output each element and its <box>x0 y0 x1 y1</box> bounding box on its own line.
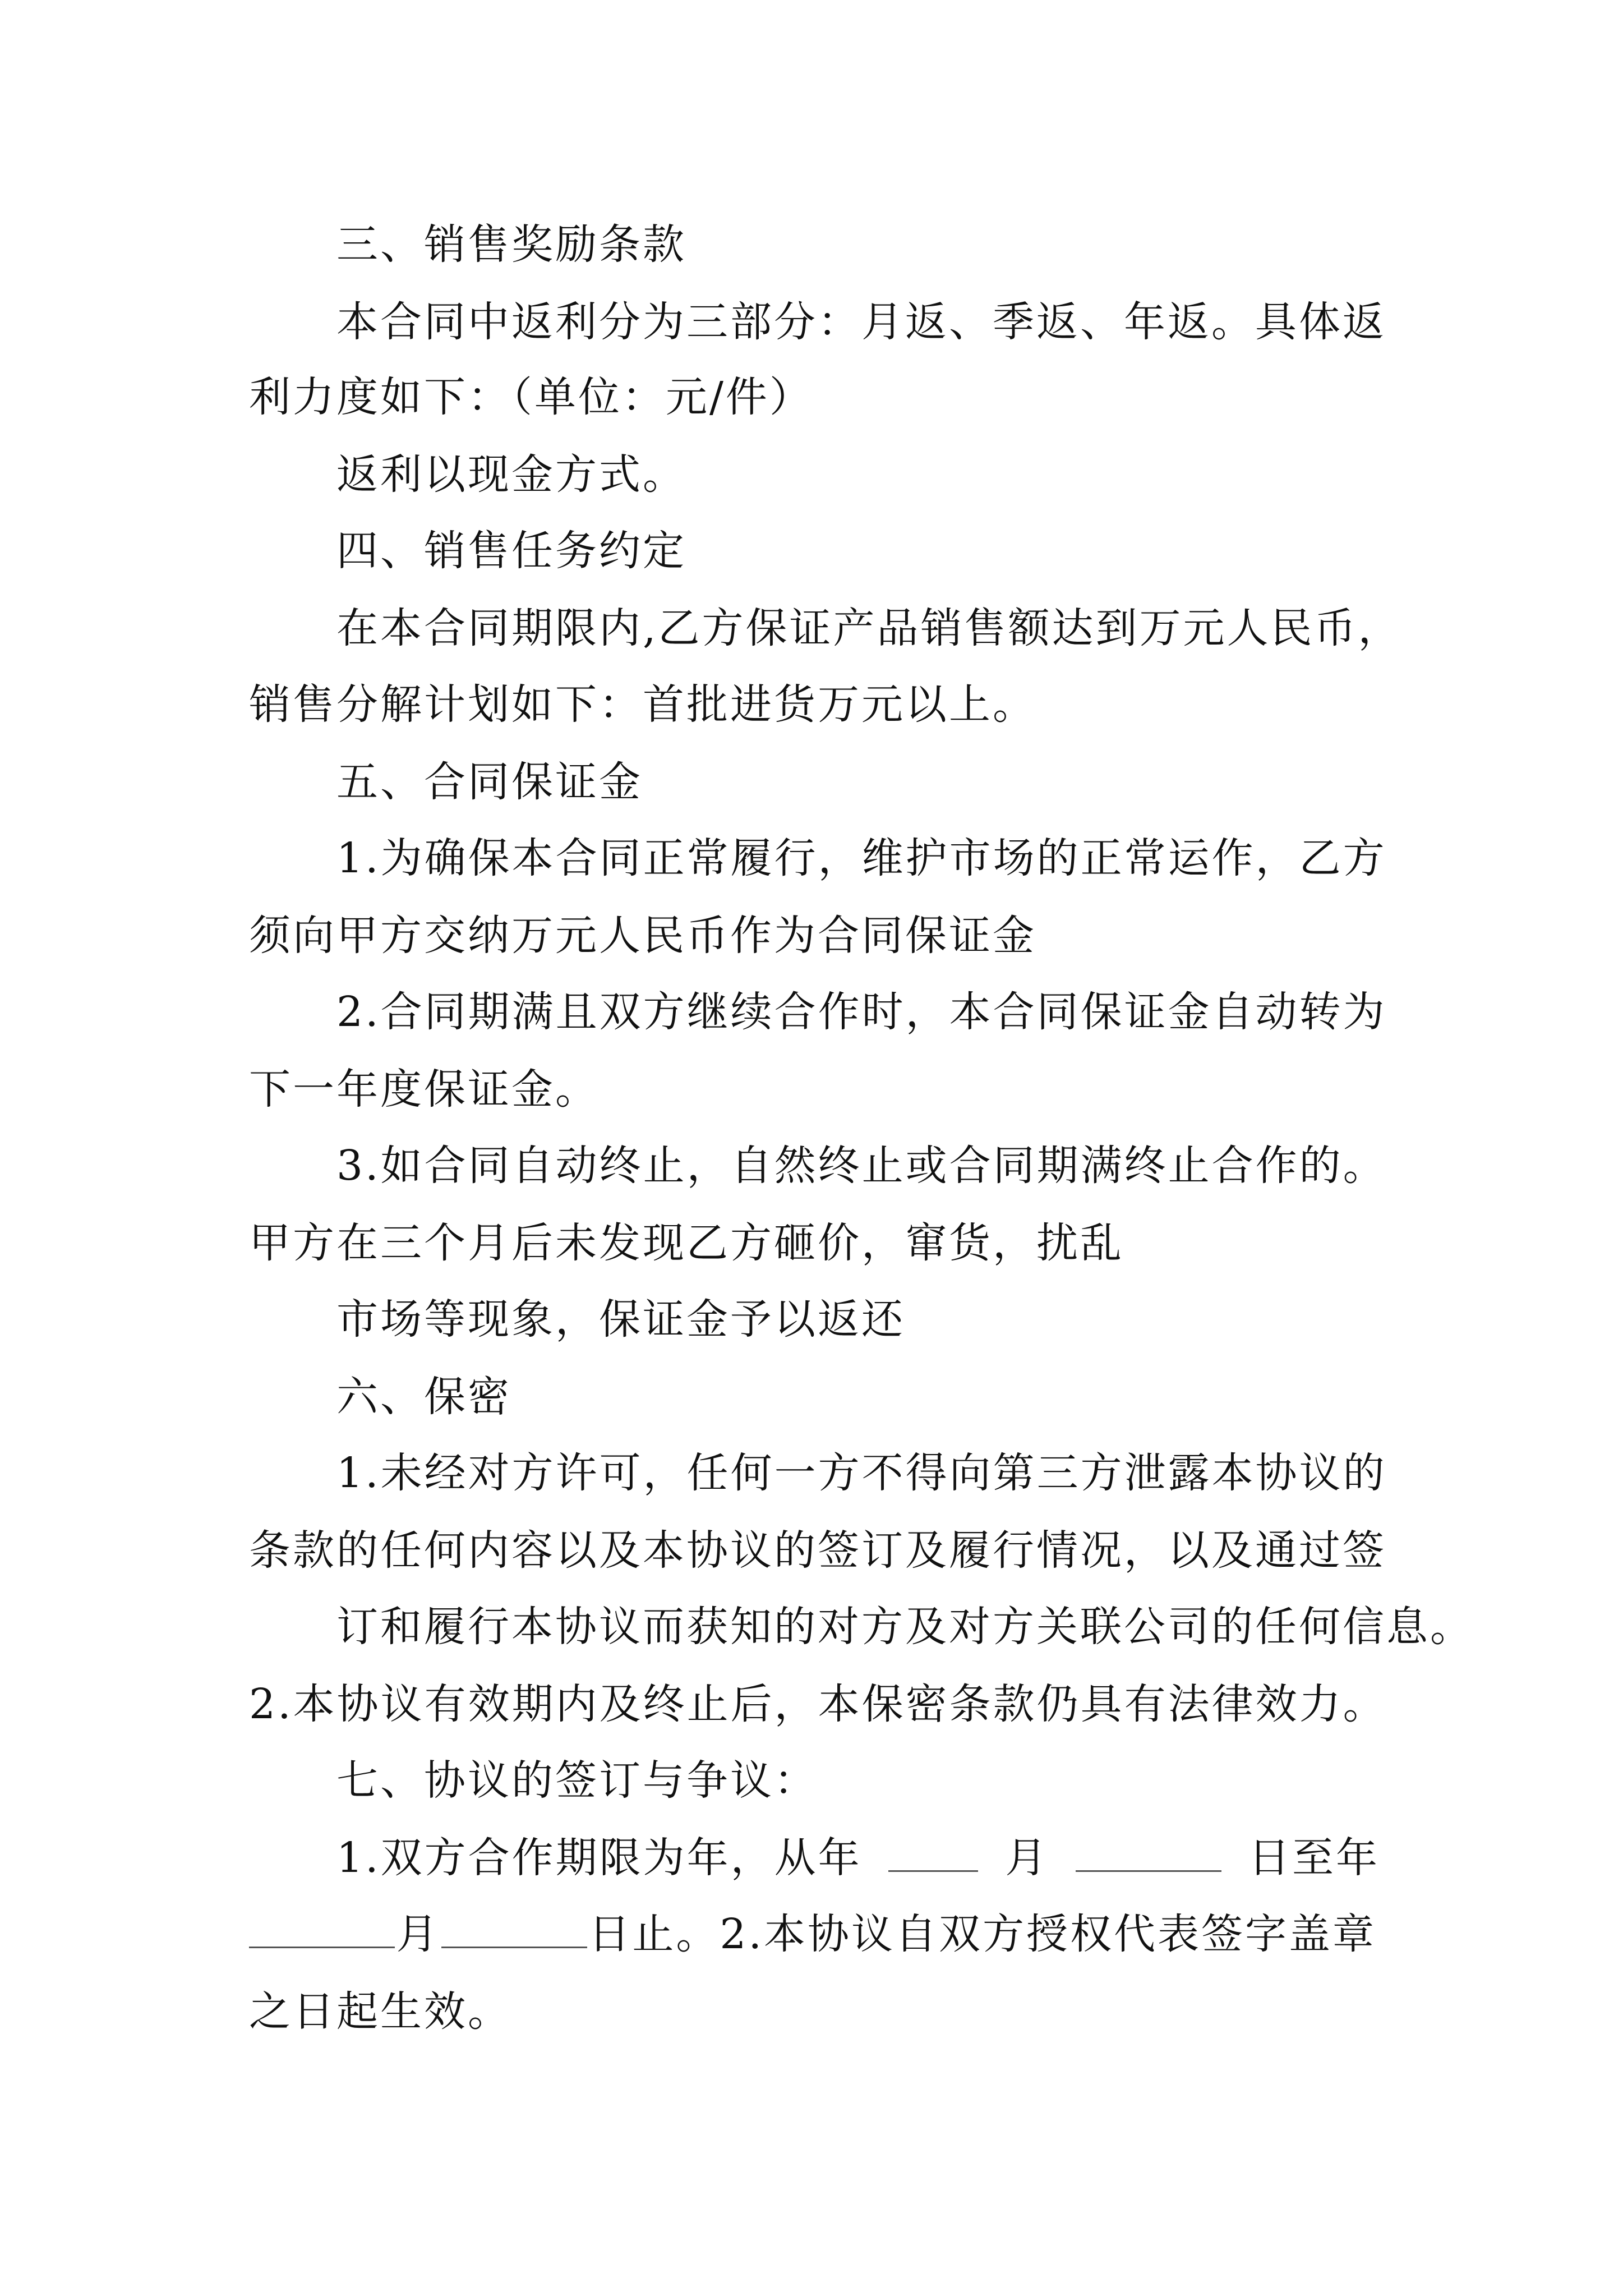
heading-sales-reward: 三、销售奖励条款 <box>336 220 686 269</box>
heading-signing: 七、协议的签订与争议： <box>336 1756 818 1805</box>
paragraph-line: 2.合同期满且双方继续合作时，本合同保证金自动转为 <box>336 988 1387 1036</box>
fill-blank <box>441 1910 587 1948</box>
paragraph-line: 下一年度保证金。 <box>249 1065 599 1114</box>
term-text: 月 <box>1005 1834 1049 1882</box>
term-text: 1.双方合作期限为年，从年 <box>336 1834 862 1882</box>
term-text: 月 <box>396 1910 440 1958</box>
paragraph-line: 须向甲方交纳万元人民币作为合同保证金 <box>249 912 1036 960</box>
fill-blank <box>249 1910 395 1948</box>
paragraph-line: 本合同中返利分为三部分：月返、季返、年返。具体返 <box>336 298 1386 346</box>
paragraph-line: 之日起生效。 <box>249 1987 511 2036</box>
paragraph-line: 2.本协议有效期内及终止后，本保密条款仍具有法律效力。 <box>249 1680 1387 1728</box>
paragraph-line: 在本合同期限内,乙方保证产品销售额达到万元人民币， <box>336 604 1402 652</box>
term-line-2 <box>249 1907 1376 1961</box>
term-text: 日止。2.本协议自双方授权代表签字盖章 <box>588 1910 1376 1958</box>
paragraph-line: 条款的任何内容以及本协议的签订及履行情况，以及通过签 <box>249 1526 1386 1575</box>
heading-sales-target: 四、销售任务约定 <box>336 527 686 575</box>
fill-blank <box>888 1833 978 1872</box>
paragraph-line: 1.未经对方许可，任何一方不得向第三方泄露本协议的 <box>336 1449 1387 1497</box>
heading-deposit: 五、合同保证金 <box>336 758 643 806</box>
paragraph-line: 订和履行本协议而获知的对方及对方关联公司的任何信息。 <box>336 1603 1474 1651</box>
term-text: 日至年 <box>1248 1834 1380 1882</box>
paragraph-line: 3.如合同自动终止，自然终止或合同期满终止合作的。 <box>336 1142 1387 1190</box>
paragraph-line: 返利以现金方式。 <box>336 450 686 499</box>
paragraph-line: 市场等现象，保证金予以返还 <box>336 1295 905 1343</box>
paragraph-line: 甲方在三个月后未发现乙方砸价，窜货，扰乱 <box>249 1219 1124 1267</box>
paragraph-line: 1.为确保本合同正常履行，维护市场的正常运作，乙方 <box>336 834 1387 882</box>
term-line-1 <box>336 1831 1380 1885</box>
paragraph-line: 利力度如下：（单位：元/件） <box>249 373 813 421</box>
paragraph-line: 销售分解计划如下：首批进货万元以上。 <box>249 680 1036 729</box>
fill-blank <box>1076 1833 1221 1872</box>
heading-confidentiality: 六、保密 <box>336 1373 511 1421</box>
